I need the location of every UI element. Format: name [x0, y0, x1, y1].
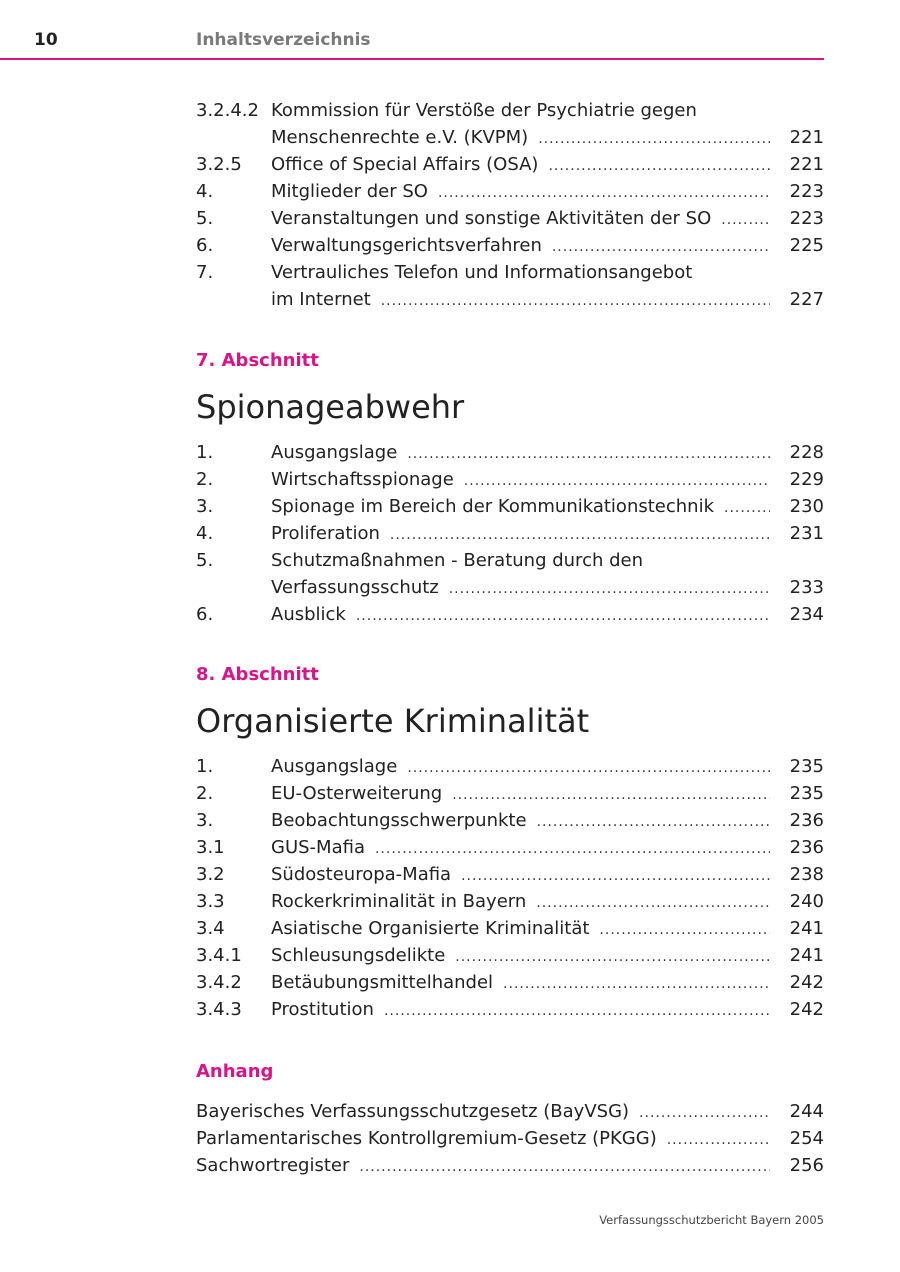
entry-number: 3. — [196, 810, 214, 831]
entry-label: Kommission für Verstöße der Psychiatrie gegen — [271, 100, 697, 121]
entry-label: Südosteuropa-Mafia — [271, 864, 452, 885]
entry-page: 227 — [789, 289, 824, 310]
entry-page: 221 — [789, 127, 824, 148]
entry-label: Office of Special Affairs (OSA) — [271, 154, 539, 175]
toc-entry[interactable] — [196, 493, 824, 520]
dot-leader — [538, 126, 770, 153]
toc-entry[interactable] — [196, 942, 824, 969]
toc-entry[interactable] — [196, 97, 824, 124]
dot-leader — [375, 836, 770, 863]
entry-number: 3.4 — [196, 918, 225, 939]
entry-label: Asiatische Organisierte Kriminalität — [271, 918, 590, 939]
entry-label: Menschenrechte e.V. (KVPM) — [271, 127, 529, 148]
entry-page: 238 — [789, 864, 824, 885]
dot-leader — [407, 755, 770, 782]
toc-entry[interactable] — [196, 178, 824, 205]
entry-number: 3.3 — [196, 891, 225, 912]
dot-leader — [384, 998, 770, 1025]
page-footer: Verfassungsschutzbericht Bayern 2005 — [599, 1213, 824, 1227]
toc-section-8-list — [196, 753, 824, 1023]
dot-leader — [449, 576, 770, 603]
dot-leader — [724, 495, 770, 522]
toc-entry[interactable] — [196, 807, 824, 834]
dot-leader — [552, 234, 770, 261]
entry-number: 7. — [196, 262, 214, 283]
toc-entry[interactable] — [196, 996, 824, 1023]
toc-entry[interactable] — [196, 520, 824, 547]
toc-entry[interactable] — [196, 232, 824, 259]
entry-page: 235 — [789, 756, 824, 777]
page-number: 10 — [34, 30, 58, 50]
dot-leader — [536, 890, 770, 917]
section-8-title: Organisierte Kriminalität — [196, 702, 590, 740]
toc-entry[interactable] — [196, 439, 824, 466]
entry-number: 3.4.3 — [196, 999, 242, 1020]
entry-label: Proliferation — [271, 523, 380, 544]
toc-entry[interactable] — [196, 780, 824, 807]
toc-entry[interactable] — [196, 547, 824, 574]
toc-entry[interactable] — [196, 601, 824, 628]
entry-label: Bayerisches Verfassungsschutzgesetz (BayVSG) — [196, 1101, 630, 1122]
toc-entry[interactable] — [196, 915, 824, 942]
dot-leader — [452, 782, 770, 809]
entry-label: Schutzmaßnahmen - Beratung durch den — [271, 550, 643, 571]
entry-label: Verwaltungsgerichtsverfahren — [271, 235, 542, 256]
entry-number: 5. — [196, 550, 214, 571]
entry-label: im Internet — [271, 289, 371, 310]
entry-page: 236 — [789, 837, 824, 858]
entry-number: 6. — [196, 604, 214, 625]
entry-number: 3. — [196, 496, 214, 517]
entry-page: 240 — [789, 891, 824, 912]
entry-page: 242 — [789, 999, 824, 1020]
dot-leader — [438, 180, 770, 207]
entry-label: Schleusungsdelikte — [271, 945, 446, 966]
entry-label: Ausblick — [271, 604, 346, 625]
section-7-title: Spionageabwehr — [196, 388, 465, 426]
entry-page: 254 — [789, 1128, 824, 1149]
entry-number: 2. — [196, 783, 214, 804]
entry-label: Vertrauliches Telefon und Informationsangebot — [271, 262, 693, 283]
entry-label: Ausgangslage — [271, 756, 398, 777]
entry-page: 242 — [789, 972, 824, 993]
entry-number: 3.2 — [196, 864, 225, 885]
entry-label: Betäubungsmittelhandel — [271, 972, 494, 993]
entry-page: 221 — [789, 154, 824, 175]
appendix-label: Anhang — [196, 1061, 274, 1082]
entry-number: 1. — [196, 442, 214, 463]
toc-entry[interactable] — [196, 286, 824, 313]
entry-number: 3.4.2 — [196, 972, 242, 993]
dot-leader — [464, 468, 770, 495]
dot-leader — [461, 863, 770, 890]
entry-label: Mitglieder der SO — [271, 181, 428, 202]
section-8-label: 8. Abschnitt — [196, 664, 319, 685]
entry-page: 223 — [789, 181, 824, 202]
dot-leader — [455, 944, 770, 971]
entry-label: GUS-Mafia — [271, 837, 365, 858]
dot-leader — [407, 441, 770, 468]
entry-page: 241 — [789, 918, 824, 939]
dot-leader — [537, 809, 770, 836]
entry-number: 3.4.1 — [196, 945, 242, 966]
entry-page: 235 — [789, 783, 824, 804]
entry-number: 3.2.5 — [196, 154, 242, 175]
entry-label: EU-Osterweiterung — [271, 783, 443, 804]
entry-label: Wirtschaftsspionage — [271, 469, 454, 490]
entry-page: 228 — [789, 442, 824, 463]
entry-page: 231 — [789, 523, 824, 544]
entry-number: 6. — [196, 235, 214, 256]
toc-entry[interactable] — [196, 151, 824, 178]
dot-leader — [548, 153, 770, 180]
entry-page: 233 — [789, 577, 824, 598]
entry-page: 236 — [789, 810, 824, 831]
toc-entry[interactable] — [196, 466, 824, 493]
dot-leader — [667, 1127, 770, 1154]
toc-appendix-list — [196, 1098, 824, 1179]
entry-page: 241 — [789, 945, 824, 966]
toc-entry[interactable] — [196, 834, 824, 861]
entry-number: 3.1 — [196, 837, 225, 858]
entry-number: 5. — [196, 208, 214, 229]
dot-leader — [390, 522, 770, 549]
entry-label: Spionage im Bereich der Kommunikationstechnik — [271, 496, 715, 517]
header-title: Inhaltsverzeichnis — [196, 30, 371, 50]
entry-label: Verfassungsschutz — [271, 577, 439, 598]
section-7-label: 7. Abschnitt — [196, 350, 319, 371]
entry-number: 4. — [196, 181, 214, 202]
entry-page: 244 — [789, 1101, 824, 1122]
toc-section-7-list — [196, 439, 824, 628]
entry-page: 230 — [789, 496, 824, 517]
entry-label: Prostitution — [271, 999, 374, 1020]
toc-entry[interactable] — [196, 205, 824, 232]
entry-label: Sachwortregister — [196, 1155, 350, 1176]
toc-entry[interactable] — [196, 1152, 824, 1179]
entry-label: Rockerkriminalität in Bayern — [271, 891, 527, 912]
dot-leader — [639, 1100, 770, 1127]
entry-number: 1. — [196, 756, 214, 777]
toc-entry[interactable] — [196, 124, 824, 151]
dot-leader — [721, 207, 770, 234]
toc-entry[interactable] — [196, 969, 824, 996]
entry-label: Beobachtungsschwerpunkte — [271, 810, 527, 831]
entry-label: Veranstaltungen und sonstige Aktivitäten der SO — [271, 208, 712, 229]
dot-leader — [381, 288, 770, 315]
dot-leader — [599, 917, 770, 944]
dot-leader — [359, 1154, 770, 1181]
toc-entry[interactable] — [196, 259, 824, 286]
dot-leader — [356, 603, 770, 630]
entry-page: 256 — [789, 1155, 824, 1176]
toc-entry[interactable] — [196, 1098, 824, 1125]
entry-number: 3.2.4.2 — [196, 100, 259, 121]
toc-entry[interactable] — [196, 1125, 824, 1152]
toc-entry[interactable] — [196, 574, 824, 601]
toc-entry[interactable] — [196, 861, 824, 888]
entry-label: Parlamentarisches Kontrollgremium-Gesetz (PKGG) — [196, 1128, 657, 1149]
entry-number: 2. — [196, 469, 214, 490]
dot-leader — [503, 971, 770, 998]
page-header — [0, 28, 824, 60]
entry-label: Ausgangslage — [271, 442, 398, 463]
entry-page: 234 — [789, 604, 824, 625]
entry-page: 225 — [789, 235, 824, 256]
toc-entry[interactable] — [196, 753, 824, 780]
entry-page: 229 — [789, 469, 824, 490]
entry-number: 4. — [196, 523, 214, 544]
entry-page: 223 — [789, 208, 824, 229]
toc-top-list — [196, 97, 824, 313]
toc-entry[interactable] — [196, 888, 824, 915]
